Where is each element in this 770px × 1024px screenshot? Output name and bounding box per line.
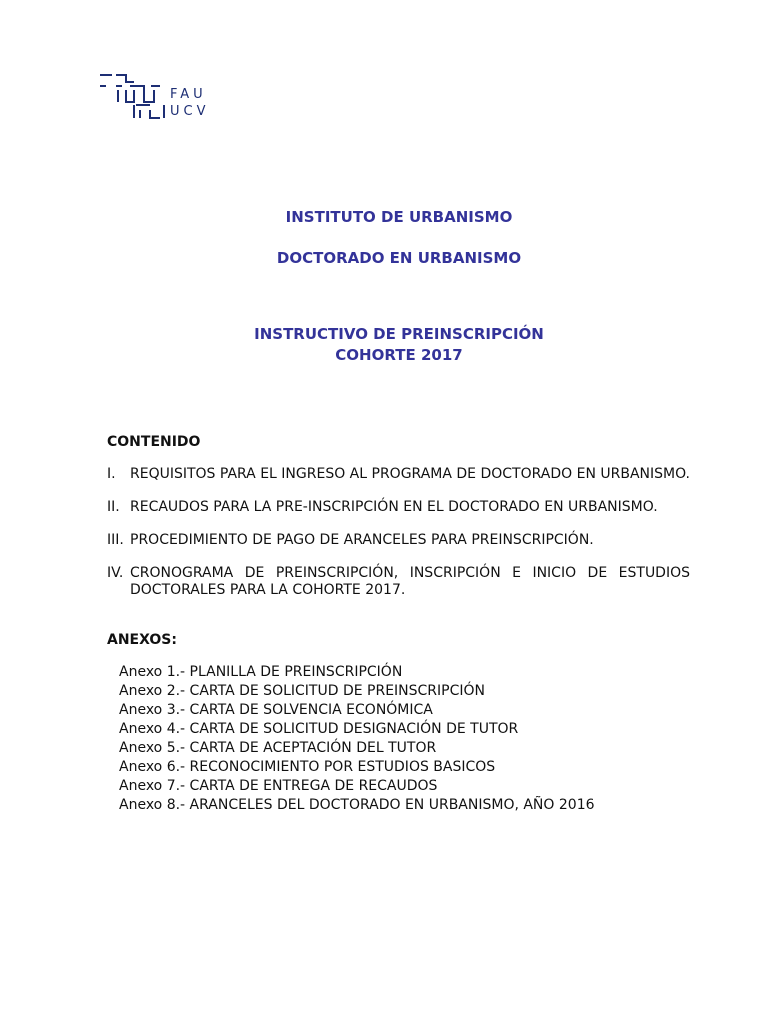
- institute-title: INSTITUTO DE URBANISMO: [285, 208, 513, 226]
- contents-heading: CONTENIDO: [107, 434, 201, 450]
- logo-text-ucv: UCV: [170, 104, 210, 119]
- annexes-heading: ANEXOS:: [107, 632, 177, 648]
- annex-item: Anexo 6.- RECONOCIMIENTO POR ESTUDIOS BASICOS: [119, 759, 496, 775]
- annex-item: Anexo 5.- CARTA DE ACEPTACIÓN DEL TUTOR: [119, 740, 437, 756]
- contents-item-text: RECAUDOS PARA LA PRE-INSCRIPCIÓN EN EL DOCTORADO EN URBANISMO.: [130, 499, 658, 515]
- contents-item-text: REQUISITOS PARA EL INGRESO AL PROGRAMA DE DOCTORADO EN URBANISMO.: [130, 466, 690, 482]
- contents-item-number: II.: [107, 499, 120, 515]
- document-title: INSTRUCTIVO DE PREINSCRIPCIÓN: [254, 325, 544, 343]
- contents-item-number: IV.: [107, 565, 124, 581]
- contents-item: [107, 532, 690, 549]
- annex-item: Anexo 3.- CARTA DE SOLVENCIA ECONÓMICA: [119, 702, 433, 718]
- annex-item: Anexo 2.- CARTA DE SOLICITUD DE PREINSCRIPCIÓN: [119, 683, 485, 699]
- contents-item: [107, 565, 690, 599]
- annex-item: Anexo 1.- PLANILLA DE PREINSCRIPCIÓN: [119, 664, 403, 680]
- contents-item: [107, 466, 690, 483]
- annexes-list: [119, 663, 595, 815]
- contents-item-number: III.: [107, 532, 124, 548]
- program-title: DOCTORADO EN URBANISMO: [276, 249, 522, 267]
- contents-item-text: PROCEDIMIENTO DE PAGO DE ARANCELES PARA PREINSCRIPCIÓN.: [130, 532, 594, 548]
- annex-item: Anexo 8.- ARANCELES DEL DOCTORADO EN URBANISMO, AÑO 2016: [119, 797, 595, 813]
- cohort-title: COHORTE 2017: [335, 346, 463, 364]
- annex-item: Anexo 7.- CARTA DE ENTREGA DE RECAUDOS: [119, 778, 438, 794]
- fau-ucv-logo: [100, 72, 230, 122]
- contents-item-text: CRONOGRAMA DE PREINSCRIPCIÓN, INSCRIPCIÓN E INICIO DE ESTUDIOS DOCTORALES PARA LA COHORTE 2017.: [130, 565, 690, 598]
- annex-item: Anexo 4.- CARTA DE SOLICITUD DESIGNACIÓN DE TUTOR: [119, 721, 519, 737]
- logo-text-fau: FAU: [170, 87, 207, 102]
- contents-list: [107, 466, 690, 615]
- fau-ucv-logo-mark-icon: [100, 72, 170, 122]
- contents-item: [107, 499, 690, 516]
- contents-item-number: I.: [107, 466, 116, 482]
